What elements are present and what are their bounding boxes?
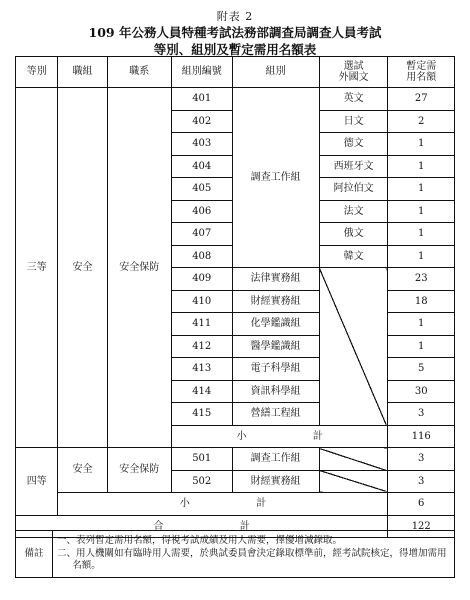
quota-cell: 2 [388,110,455,133]
quota-cell: 3 [388,448,455,471]
quota-cell: 1 [388,133,455,156]
code-cell: 410 [171,290,232,313]
subtotal-label-part2: 計 [256,498,267,509]
subtotal-row-grade4 [16,493,455,516]
language-cell: 英文 [319,88,388,111]
notes-label: 備註 [16,531,53,578]
code-cell: 415 [171,403,232,426]
category-cell: 化學鑑識組 [232,313,319,336]
header-language-bottom: 外國文 [338,72,369,83]
header-language [319,57,388,88]
document-title: 109 年公務人員特種考試法務部調查局調查人員考試 [88,25,382,40]
code-cell: 401 [171,88,232,111]
header-quota [388,57,455,88]
quota-cell: 1 [388,223,455,246]
document-subtitle: 等別、組別及暫定需用名額表 [153,42,317,57]
grade3-job-series: 安全保防 [107,88,171,448]
code-cell: 413 [171,358,232,381]
code-cell: 404 [171,155,232,178]
code-cell: 403 [171,133,232,156]
code-cell: 501 [171,448,232,471]
header-category: 組別 [232,57,319,88]
language-na-diagonal [319,470,388,493]
code-cell: 412 [171,335,232,358]
code-cell: 502 [171,470,232,493]
category-cell: 法律實務組 [232,268,319,291]
category-cell: 調查工作組 [232,448,319,471]
notes-table [15,530,455,578]
subtotal-label-part1: 小 [236,430,247,442]
code-cell: 414 [171,380,232,403]
quota-cell: 3 [388,470,455,493]
category-cell: 資訊科學組 [232,380,319,403]
header-language-top: 選試 [343,60,364,72]
grade4-job-series: 安全保防 [107,448,171,493]
header-quota-bottom: 用名額 [406,72,437,83]
code-cell: 407 [171,223,232,246]
quota-cell: 30 [388,380,455,403]
language-na-diagonal [319,268,388,426]
notes-content [53,531,455,578]
category-cell: 財經實務組 [232,290,319,313]
category-cell: 財經實務組 [232,470,319,493]
language-cell: 阿拉伯文 [319,178,388,201]
language-cell: 韓文 [319,245,388,268]
category-cell: 醫學鑑識組 [232,335,319,358]
code-cell: 411 [171,313,232,336]
quota-cell: 1 [388,200,455,223]
quota-cell: 18 [388,290,455,313]
language-cell: 俄文 [319,223,388,246]
grade4-job-group: 安全 [58,448,107,493]
subtotal-label [171,425,388,448]
code-cell: 406 [171,200,232,223]
header-grade: 等別 [16,57,58,88]
quota-cell: 5 [388,358,455,381]
grade3-job-group: 安全 [58,88,107,448]
language-cell: 法文 [319,200,388,223]
quota-cell: 1 [388,313,455,336]
note-item: 一、表列暫定需用名額，得視考試成績及用人需要，擇優增減錄取。 [57,534,343,546]
total-value: 122 [388,515,455,538]
language-cell: 德文 [319,133,388,156]
language-na-diagonal [319,448,388,471]
total-label-part1: 合 [153,520,164,532]
category-cell: 營繕工程組 [232,403,319,426]
subtotal-label-part1: 小 [179,498,190,509]
subtotal-value: 116 [388,425,455,448]
attachment-label: 附表 2 [216,10,254,23]
table-row [16,88,455,111]
quota-cell: 27 [388,88,455,111]
quota-table [15,56,455,538]
note-item: 二、用人機關如有臨時用人需要，於典試委員會決定錄取標準前，經考試院核定，得增加需用名額。 [57,547,447,572]
grade3-cell: 三等 [16,88,58,448]
grade4-cell: 四等 [16,448,58,516]
code-cell: 409 [171,268,232,291]
language-cell: 西班牙文 [319,155,388,178]
table-row [16,448,455,471]
total-label-part2: 計 [239,520,250,532]
subtotal-value: 6 [388,493,455,516]
header-job-series: 職系 [107,57,171,88]
quota-cell: 1 [388,245,455,268]
quota-cell: 1 [388,178,455,201]
header-row [16,57,455,88]
quota-cell: 1 [388,155,455,178]
category-cell: 電子科學組 [232,358,319,381]
header-quota-top: 暫定需 [406,60,437,72]
code-cell: 408 [171,245,232,268]
quota-cell: 23 [388,268,455,291]
code-cell: 405 [171,178,232,201]
code-cell: 402 [171,110,232,133]
investigation-group-cell: 調查工作組 [232,88,319,268]
header-job-group: 職組 [58,57,107,88]
header-code: 組別編號 [171,57,232,88]
language-cell: 日文 [319,110,388,133]
subtotal-label-part2: 計 [312,430,323,442]
subtotal-label [58,493,388,516]
quota-cell: 3 [388,403,455,426]
quota-cell: 1 [388,335,455,358]
